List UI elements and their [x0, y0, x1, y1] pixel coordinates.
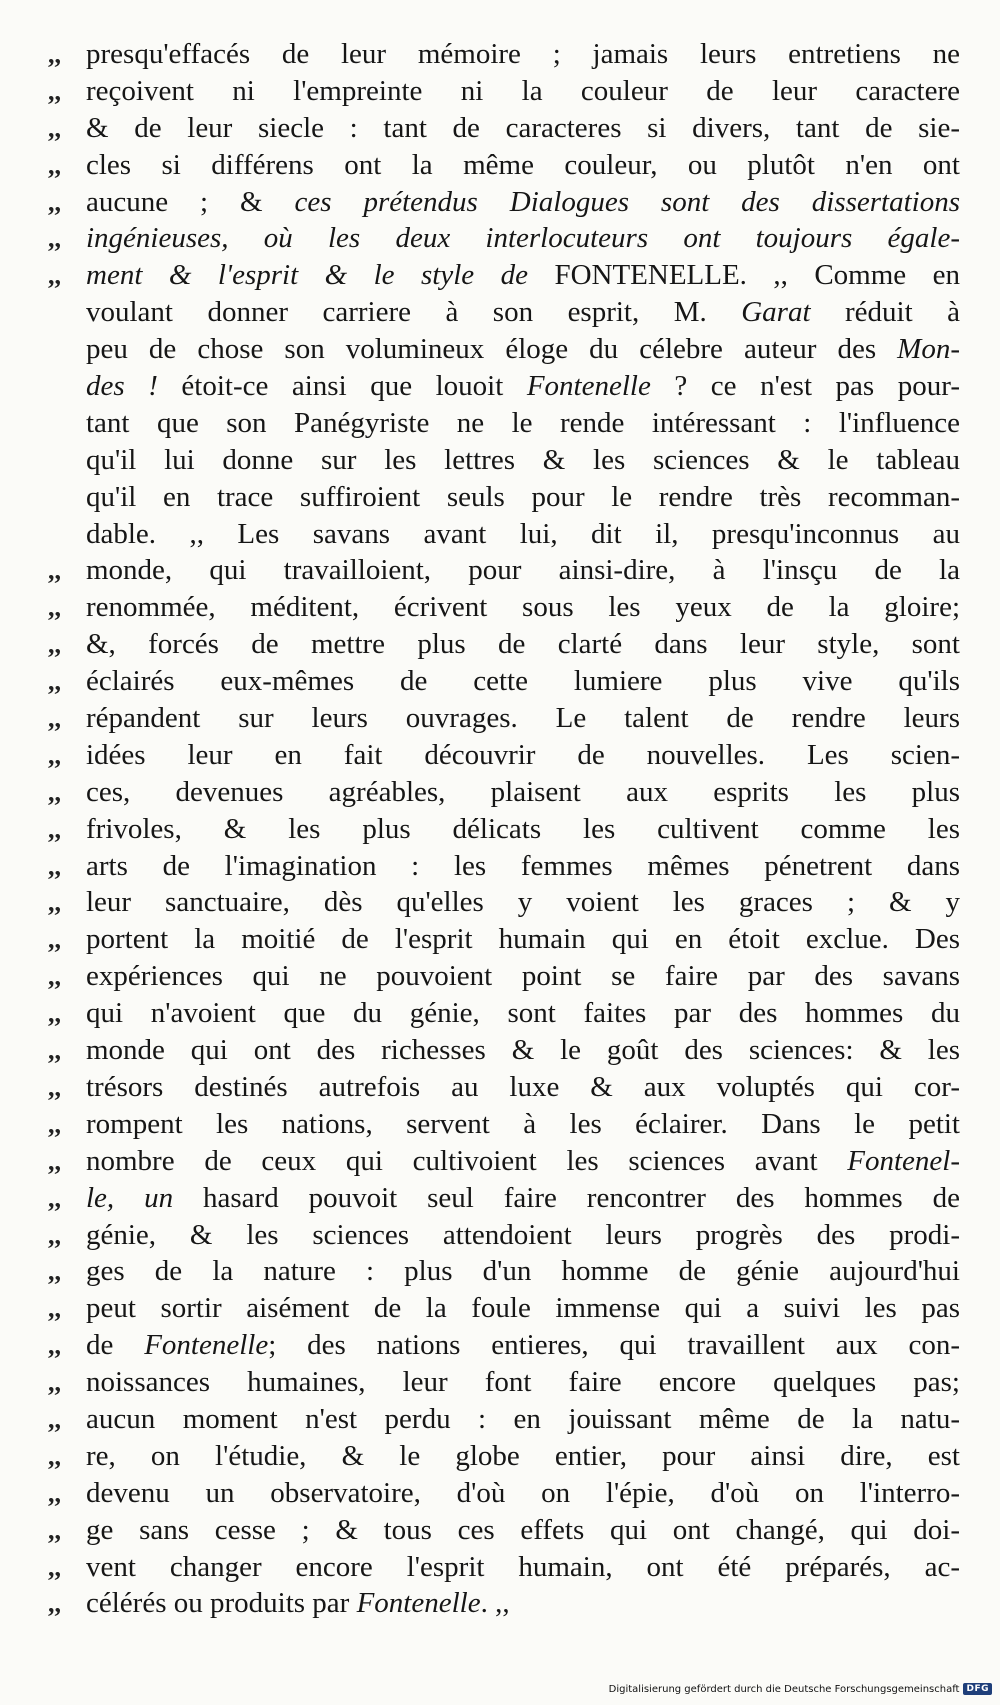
text-line — [48, 220, 960, 257]
body-text — [48, 36, 960, 1622]
text-line — [48, 368, 960, 405]
line-text: expériences qui ne pouvoient point se faire par des savans — [86, 960, 960, 993]
quote-mark: ,, — [48, 851, 61, 881]
line-text: aucun moment n'est perdu : en jouissant même de la natu- — [86, 1402, 960, 1435]
line-text: nombre de ceux qui cultivoient les sciences avant Fontenel- — [86, 1144, 960, 1177]
quote-mark: ,, — [48, 1515, 61, 1545]
quote-mark: ,, — [48, 261, 61, 291]
line-text: génie, & les sciences attendoient leurs progrès des prodi- — [86, 1218, 960, 1251]
quote-mark: ,, — [48, 187, 61, 217]
line-text: monde, qui travailloient, pour ainsi-dire, à l'insçu de la — [86, 554, 960, 587]
text-line — [48, 995, 960, 1032]
line-text: portent la moitié de l'esprit humain qui en étoit exclue. Des — [86, 923, 960, 956]
text-line — [48, 1069, 960, 1106]
text-line — [48, 958, 960, 995]
quote-mark: ,, — [48, 1478, 61, 1508]
line-text: éclairés eux-mêmes de cette lumiere plus vive qu'ils — [86, 665, 960, 698]
text-line — [48, 36, 960, 73]
line-text: re, on l'étudie, & le globe entier, pour ainsi dire, est — [86, 1439, 960, 1472]
quote-mark: ,, — [48, 113, 61, 143]
quote-mark: ,, — [48, 1294, 61, 1324]
line-text: le, un hasard pouvoit seul faire rencontrer des hommes de — [86, 1181, 960, 1214]
line-text: noissances humaines, leur font faire encore quelques pas; — [86, 1366, 960, 1399]
text-line — [48, 1106, 960, 1143]
text-line — [48, 1438, 960, 1475]
text-line — [48, 1217, 960, 1254]
quote-mark: ,, — [48, 1036, 61, 1066]
line-text: aucune ; & ces prétendus Dialogues sont des dissertations — [86, 185, 960, 218]
line-text: presqu'effacés de leur mémoire ; jamais leurs entretiens ne — [86, 38, 960, 70]
quote-mark: ,, — [48, 667, 61, 697]
text-line — [48, 516, 960, 553]
line-text: devenu un observatoire, d'où on l'épie, d'où on l'interro- — [86, 1476, 960, 1509]
text-line — [48, 147, 960, 184]
line-text: &, forcés de mettre plus de clarté dans leur style, sont — [86, 628, 960, 661]
text-line — [48, 921, 960, 958]
quote-mark: ,, — [48, 150, 61, 180]
text-line — [48, 1512, 960, 1549]
quote-mark: ,, — [48, 888, 61, 918]
text-line — [48, 811, 960, 848]
digitization-credit — [609, 1683, 992, 1695]
quote-mark: ,, — [48, 1331, 61, 1361]
text-line — [48, 700, 960, 737]
line-text: leur sanctuaire, dès qu'elles y voient les graces ; & y — [86, 886, 960, 919]
text-line — [48, 884, 960, 921]
quote-mark: ,, — [48, 1368, 61, 1398]
line-text: ment & l'esprit & le style de FONTENELLE. ,, Comme en — [86, 259, 960, 292]
text-line — [48, 331, 960, 368]
quote-mark: ,, — [48, 630, 61, 660]
quote-mark: ,, — [48, 1220, 61, 1250]
quote-mark: ,, — [48, 1072, 61, 1102]
line-text: & de leur siecle : tant de caracteres si divers, tant de sie- — [86, 111, 960, 144]
line-text: de Fontenelle; des nations entieres, qui travaillent aux con- — [86, 1329, 960, 1362]
line-text: idées leur en fait découvrir de nouvelles. Les scien- — [86, 738, 960, 771]
quote-mark: ,, — [48, 593, 61, 623]
quote-mark: ,, — [48, 76, 61, 106]
line-text: trésors destinés autrefois au luxe & aux voluptés qui cor- — [86, 1070, 960, 1103]
quote-mark: ,, — [48, 1589, 61, 1619]
line-text: arts de l'imagination : les femmes mêmes pénetrent dans — [86, 849, 960, 882]
line-text: répandent sur leurs ouvrages. Le talent de rendre leurs — [86, 702, 960, 735]
line-text: ge sans cesse ; & tous ces effets qui ont changé, qui doi- — [86, 1513, 960, 1546]
line-text: vent changer encore l'esprit humain, ont été préparés, ac- — [86, 1550, 960, 1583]
text-line — [48, 626, 960, 663]
quote-mark: ,, — [48, 925, 61, 955]
line-text: ingénieuses, où les deux interlocuteurs ont toujours égale- — [86, 222, 960, 255]
quote-mark: ,, — [48, 1404, 61, 1434]
text-line — [48, 552, 960, 589]
text-line — [48, 1253, 960, 1290]
text-line — [48, 774, 960, 811]
text-line — [48, 1401, 960, 1438]
text-line — [48, 1549, 960, 1586]
text-line — [48, 1032, 960, 1069]
line-text: rompent les nations, servent à les éclairer. Dans le petit — [86, 1107, 960, 1140]
quote-mark: ,, — [48, 1109, 61, 1139]
line-text: des ! étoit-ce ainsi que louoit Fontenelle ? ce n'est pas pour- — [86, 370, 960, 403]
quote-mark: ,, — [48, 777, 61, 807]
text-line — [48, 110, 960, 147]
quote-mark: ,, — [48, 740, 61, 770]
text-line — [48, 442, 960, 479]
line-text: monde qui ont des richesses & le goût des sciences: & les — [86, 1034, 960, 1067]
line-text: célérés ou produits par Fontenelle. ,, — [86, 1587, 510, 1620]
line-text: peut sortir aisément de la foule immense qui a suivi les pas — [86, 1292, 960, 1325]
text-line — [48, 1143, 960, 1180]
quote-mark: ,, — [48, 224, 61, 254]
quote-mark: ,, — [48, 556, 61, 586]
quote-mark: ,, — [48, 999, 61, 1029]
quote-mark: ,, — [48, 704, 61, 734]
text-line — [48, 294, 960, 331]
text-line — [48, 1364, 960, 1401]
text-line — [48, 479, 960, 516]
text-line — [48, 257, 960, 294]
quote-mark: ,, — [48, 40, 61, 69]
text-line — [48, 1475, 960, 1512]
quote-mark: ,, — [48, 962, 61, 992]
line-text: peu de chose son volumineux éloge du célebre auteur des Mon- — [86, 333, 960, 366]
line-text: ces, devenues agréables, plaisent aux esprits les plus — [86, 775, 960, 808]
quote-mark: ,, — [48, 1183, 61, 1213]
line-text: reçoivent ni l'empreinte ni la couleur de leur caractere — [86, 74, 960, 107]
text-line — [48, 1585, 960, 1622]
text-line — [48, 73, 960, 110]
text-line — [48, 589, 960, 626]
text-line — [48, 1290, 960, 1327]
line-text: qu'il lui donne sur les lettres & les sciences & le tableau — [86, 443, 960, 476]
dfg-logo-icon: DFG — [963, 1683, 992, 1695]
line-text: renommée, méditent, écrivent sous les yeux de la gloire; — [86, 591, 960, 624]
text-line — [48, 663, 960, 700]
quote-mark: ,, — [48, 1257, 61, 1287]
line-text: frivoles, & les plus délicats les cultivent comme les — [86, 812, 960, 845]
line-text: dable. ,, Les savans avant lui, dit il, presqu'inconnus au — [86, 517, 960, 550]
line-text: tant que son Panégyriste ne le rende intéressant : l'influence — [86, 406, 960, 439]
line-text: qu'il en trace suffiroient seuls pour le rendre très recomman- — [86, 480, 960, 513]
quote-mark: ,, — [48, 814, 61, 844]
line-text: qui n'avoient que du génie, sont faites par des hommes du — [86, 997, 960, 1030]
credit-text: Digitalisierung gefördert durch die Deutsche Forschungsgemeinschaft — [608, 1683, 960, 1695]
text-line — [48, 184, 960, 221]
text-line — [48, 737, 960, 774]
text-line — [48, 848, 960, 885]
text-line — [48, 1180, 960, 1217]
quote-mark: ,, — [48, 1146, 61, 1176]
quote-mark: ,, — [48, 1552, 61, 1582]
line-text: ges de la nature : plus d'un homme de génie aujourd'hui — [86, 1255, 960, 1288]
text-line — [48, 405, 960, 442]
quote-mark: ,, — [48, 1441, 61, 1471]
line-text: cles si différens ont la même couleur, ou plutôt n'en ont — [86, 148, 960, 181]
text-line — [48, 1327, 960, 1364]
line-text: voulant donner carriere à son esprit, M. Garat réduit à — [86, 296, 960, 329]
